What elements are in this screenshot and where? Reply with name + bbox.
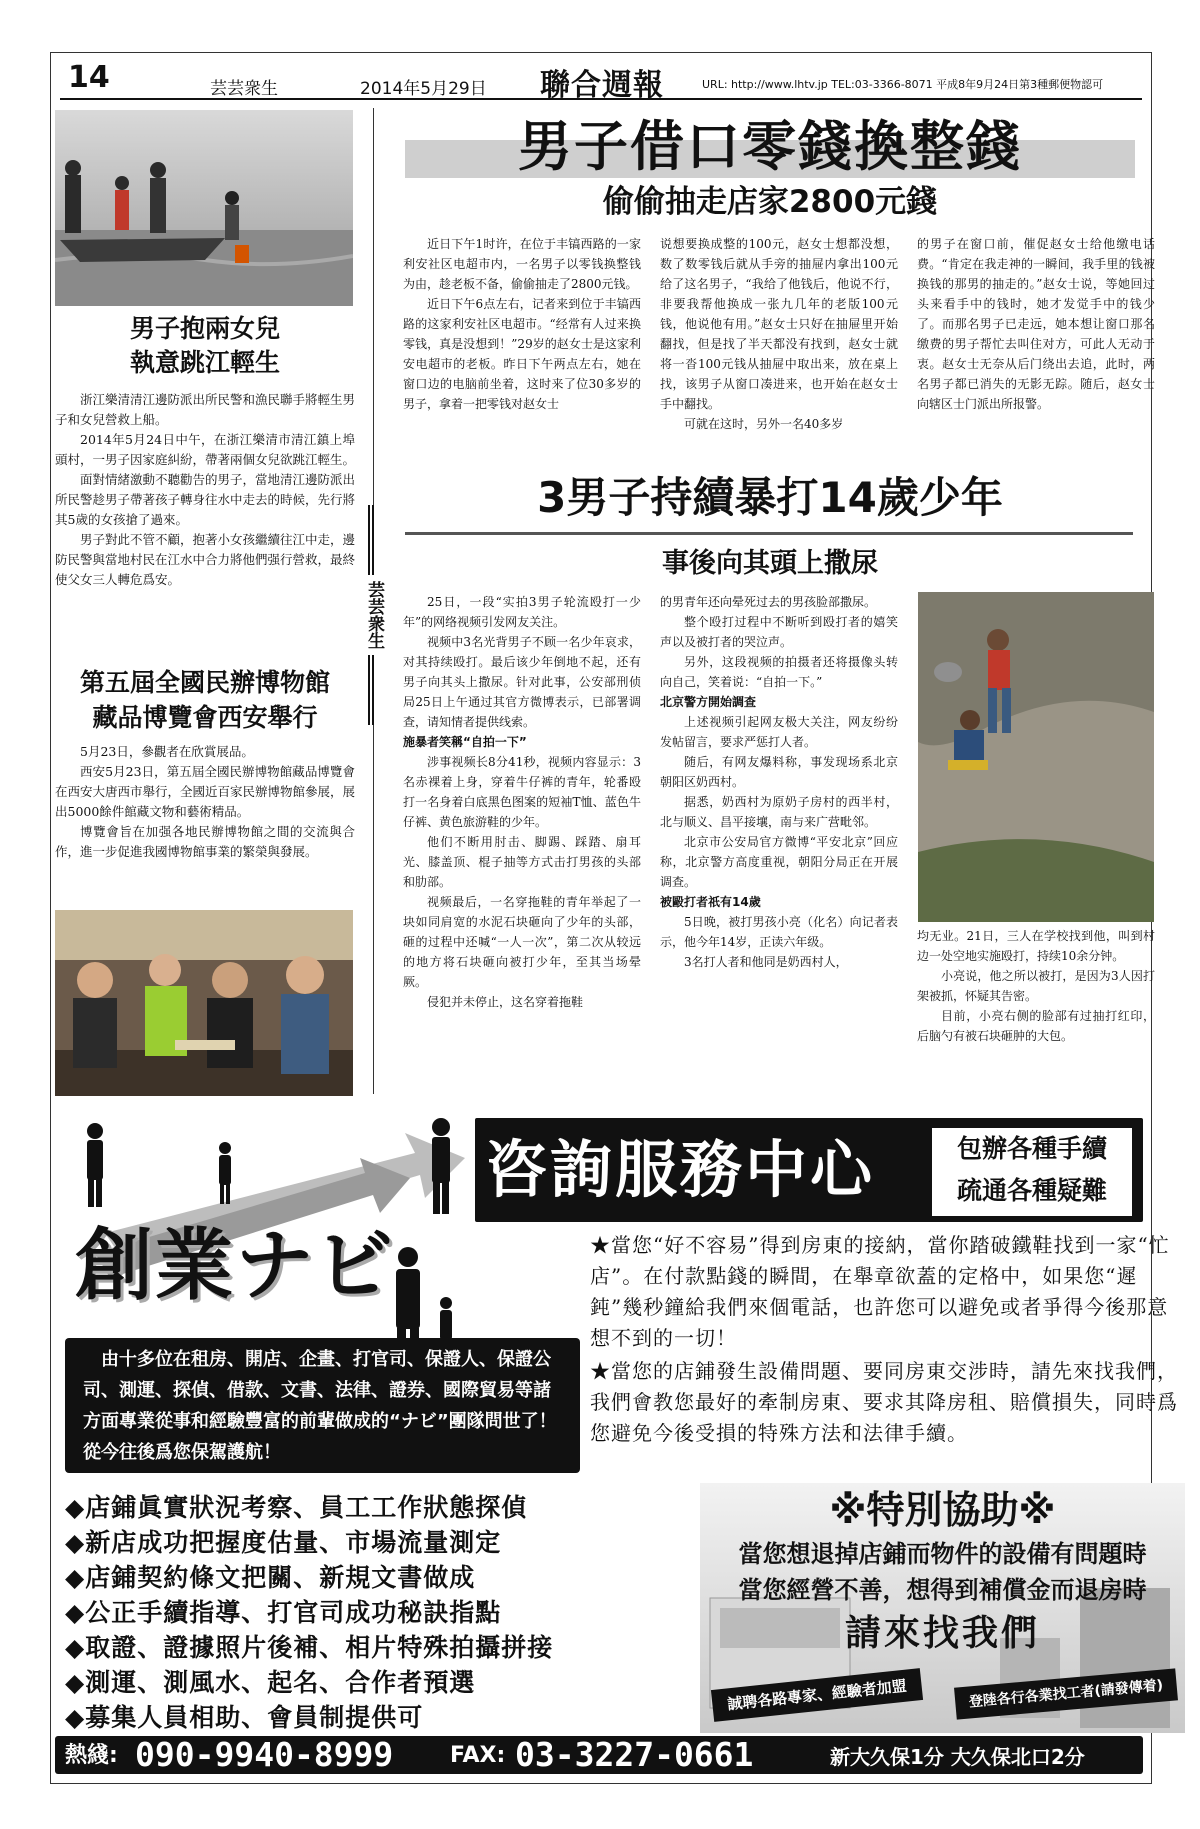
story2-title: 3男子持續暴打14歲少年 [537,473,1003,522]
paragraph: 说想要换成整的100元，赵女士想都没想，数了数零钱后就从手旁的抽屉内拿出100元给了这名男子，“我给了他钱后，他说不行，非要我帮他换成一张九几年的老版100元钱，他说他有用。”赵女士只好在抽屉里开始翻找，但是找了半天都没有找到，赵女士就将一沓100元钱从抽屉中取出来，放在桌上找，该男子从窗口凑进来，也开始在赵女士手中翻找。 [660,237,898,411]
subheading: 被毆打者祇有14歲 [660,895,761,909]
paragraph: 浙江樂清清江邊防派出所民警和漁民聯手將輕生男子和女兒營救上船。 [55,392,356,427]
service-item: ◆取證、證據照片後補、相片特殊拍攝拼接 [65,1633,554,1662]
service-item: ◆店鋪契約條文把關、新規文書做成 [65,1563,476,1592]
left-story1-title-line2: 執意跳江輕生 [129,348,280,377]
special-line2: 當您經營不善，想得到補償金而退房時 [738,1576,1147,1604]
subheading: 施暴者笑稱“自拍一下” [403,735,527,749]
page-header [60,58,1142,103]
paragraph: 近日下午1时许，在位于丰镐西路的一家利安社区电超市内，一名男子以零钱换整钱为由，趁老板不备，偷偷抽走了2800元钱。 [403,237,641,291]
paragraph: 博覽會旨在加强各地民辦博物館之間的交流與合作，進一步促進我國博物館事業的繁榮與發展。 [55,824,355,859]
paragraph: 他们不断用肘击、脚踢、踩踏、扇耳光、膝盖顶、棍子抽等方式击打男孩的头部和肋部。 [403,835,641,889]
hotline-number: 090-9940-8999 [135,1735,394,1774]
intro-box [65,1338,580,1473]
left-story1-title [55,312,355,380]
fax-number: 03-3227-0661 [515,1735,754,1774]
subheading: 北京警方開始調查 [660,695,757,709]
center-title: 咨詢服務中心 [485,1133,876,1206]
museum-photo [55,910,353,1096]
story1-subtitle: 偷偷抽走店家2800元錢 [602,184,938,220]
paragraph: 涉事视频长8分41秒，视频内容显示：3名赤裸着上身，穿着牛仔裤的青年，轮番殴打一名身着白底黑色图案的短袖T恤、蓝色牛仔裤、黄色旅游鞋的少年。 [403,755,641,829]
beating-photo [918,592,1154,922]
paragraph: 的男青年还向晕死过去的男孩脸部撒尿。 [660,595,877,609]
paragraph: 上述视频引起网友极大关注，网友纷纷发帖留言，要求严惩打人者。 [660,715,898,749]
services-list [65,1490,705,1735]
paragraph: 据悉，奶西村为原奶子房村的西半村，北与顺义、昌平接壤，南与来广营毗邻。 [660,795,898,829]
service-item: ◆募集人員相助、會員制提供可 [65,1703,424,1732]
fax-label: FAX: [450,1743,506,1768]
paragraph: 5月23日，參觀者在欣賞展品。 [80,744,254,759]
paragraph: 侵犯并未停止，这名穿着拖鞋 [427,995,584,1009]
paragraph: 均无业。21日，三人在学校找到他，叫到村边一处空地实施殴打，持续10余分钟。 [917,929,1155,963]
service-item: ◆新店成功把握度估量、市場流量測定 [65,1528,502,1557]
story2-subtitle: 事後向其頭上撒尿 [662,548,878,579]
banner-register-text: 登陸各行各業找工者(請發傳着) [968,1677,1164,1711]
left-story2-title-line1: 第五屆全國民辦博物館 [79,668,330,697]
paragraph: 近日下午6点左右，记者来到位于丰镐西路的这家利安社区电超市。“经常有人过来换零钱，真是没想到！”29岁的赵女士是这家利安电超市的老板。昨日下午两点左右，她在窗口边的电脑前坐着，这时来了位30多岁的男子，拿着一把零钱对赵女士 [403,297,641,411]
special-line1: 當您想退掉店鋪而物件的設備有問題時 [738,1540,1147,1568]
paragraph: 2014年5月24日中午，在浙江樂清市清江鎮上埠頭村，一男子因家庭糾紛，帶著兩個女兒欲跳江輕生。 [55,432,356,467]
service-item: ◆測運、測風水、起名、合作者預選 [65,1668,476,1697]
side-label-text: 芸芸衆生 [364,581,384,649]
paragraph: 视频中3名光背男子不顾一名少年哀求，对其持续殴打。最后该少年倒地不起，还有男子向其头上撒尿。针对此事，公安部刑侦局25日上午通过其官方微博表示，已部署调查，请知情者提供线索。 [403,635,641,729]
side-label [364,505,384,725]
page-number: 14 [68,60,110,95]
left-story2-body [55,742,355,862]
service-box-line1: 包辦各種手續 [956,1134,1107,1163]
paragraph: 男子對此不管不顧，抱著小女孩繼續往江中走，邊防民警與當地村民在江水中合力將他們强行營救，最終使父女三人轉危爲安。 [55,532,356,587]
left-story1-title-line1: 男子抱兩女兒 [129,314,280,343]
service-box [930,1126,1134,1218]
rescue-photo [55,110,353,306]
paragraph: 整个殴打过程中不断听到殴打者的嬉笑声以及被打者的哭泣声。 [660,615,898,649]
story1-col3 [917,234,1155,414]
paragraph: 5日晚，被打男孩小亮（化名）向记者表示，他今年14岁，正读六年级。 [660,915,898,949]
special-panel [700,1483,1185,1733]
left-story2-title-line2: 藏品博覽會西安舉行 [92,703,318,732]
paragraph: 另外，这段视频的拍摄者还将摄像头转向自己，笑着说：“自拍一下。” [660,655,898,689]
paragraph: 25日，一段“实拍3男子轮流殴打一少年”的网络视频引发网友关注。 [403,595,641,629]
paper-name: 聯合週報 [540,68,664,103]
story1-title: 男子借口零錢換整錢 [518,115,1022,178]
paragraph: 西安5月23日，第五屆全國民辦博物館藏品博覽會在西安大唐西市舉行，全國近百家民辦博物館參展，展出5000餘件館藏文物和藝術精品。 [55,764,356,819]
intro-text: 由十多位在租房、開店、企畫、打官司、保證人、保證公司、測運、探偵、借款、文書、法律、證券、國際貿易等諸方面專業從事和經驗豐富的前輩做成的“ナビ”團隊問世了！從今往後爲您保駕護航！ [83,1349,557,1463]
advertisement [50,1108,1178,1778]
left-story1-body [55,390,355,590]
service-item: ◆公正手續指導、打官司成功秘訣指點 [65,1598,502,1627]
story2-col2 [660,592,898,972]
left-story2-title [55,665,355,735]
story1-col2 [660,234,898,434]
logo-text: 創業ナビ [75,1221,396,1311]
story2-rule [405,532,1133,535]
ad-para-1: ★當您“好不容易”得到房東的接納，當你踏破鐵鞋找到一家“忙店”。在付款點錢的瞬間，在舉章欲蓋的定格中，如果您“遲鈍”幾秒鐘給我們來個電話，也許您可以避免或者爭得今後那意想不到的一切！ [590,1233,1170,1350]
story2-col3 [917,926,1155,1046]
paragraph: 面對情緒激動不聽勸告的男子，當地清江邊防派出所民警趁男子帶著孩子轉身往水中走去的時候，先行將其5歲的女孩搶了過來。 [55,472,356,527]
banner-recruit-text: 誠聘各路專家、經驗者加盟 [726,1676,908,1714]
special-cta: 請來找我們 [844,1613,1040,1654]
paragraph: 北京市公安局官方微博“平安北京”回应称，北京警方高度重视，朝阳分局正在开展调查。 [660,835,898,889]
paragraph: 目前，小亮右侧的脸部有过抽打红印，后脑勺有被石块砸肿的大包。 [917,1009,1155,1043]
header-info: URL: http://www.lhtv.jp TEL:03-3366-8071 平成8年9月24日第3種郵便物認可 [702,78,1104,91]
service-item: ◆店鋪眞實狀況考察、員工工作狀態探偵 [65,1493,528,1522]
paragraph: 随后，有网友爆料称，事发现场系北京朝阳区奶西村。 [660,755,898,789]
paragraph: 小亮说，他之所以被打，是因为3人因打架被抓，怀疑其告密。 [917,969,1155,1003]
story2-col1 [403,592,641,1012]
paragraph: 3名打人者和他同是奶西村人， [684,955,848,969]
special-title: ※特別協助※ [829,1488,1056,1532]
hotline-label: 熱綫: [65,1743,118,1768]
paragraph: 视频最后，一名穿拖鞋的青年举起了一块如同肩宽的水泥石块砸向了少年的头部，砸的过程中还喊“一人一次”，第二次从较远的地方将石块砸向被打少年，至其当场晕厥。 [403,895,641,989]
paragraph: 可就在这时，另外一名40多岁 [684,417,844,431]
story1-col1 [403,234,641,414]
paragraph: 的男子在窗口前，催促赵女士给他缴电话费。“肯定在我走神的一瞬间，我手里的钱被换钱的那男的抽走的。”赵女士说，等她回过头来看手中的钱时，她才发觉手中的钱少了。而那名男子已走远，她本想让窗口那名缴费的男子帮忙去叫住对方，可此人无动于衷。赵女士无奈从后门绕出去追，此时，两名男子都已消失的无影无踪。随后，赵女士向辖区士门派出所报警。 [917,237,1155,411]
service-box-line2: 疏通各種疑難 [956,1176,1107,1205]
access-info: 新大久保1分 大久保北口2分 [830,1745,1085,1769]
ad-para-2: ★當您的店鋪發生設備問題、要同房東交涉時，請先來找我們，我們會教您最好的牽制房東、要求其降房租、賠償損失，同時爲您避免今後受損的特殊方法和法律手續。 [590,1359,1178,1445]
section-name: 芸芸衆生 [210,79,278,99]
issue-date: 2014年5月29日 [360,79,487,99]
